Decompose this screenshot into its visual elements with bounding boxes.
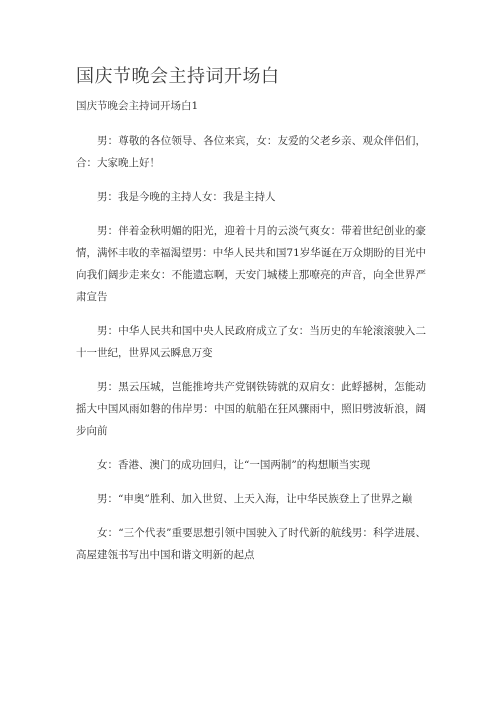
paragraph: 男：伴着金秋明媚的阳光，迎着十月的云淡气爽女：带着世纪创业的豪情，满怀丰收的幸福渴望男：中华人民共和国71岁华诞在万众期盼的目光中向我们阔步走来女：不能遗忘啊，天安门城楼上那嘹亮的声音，向全世界严肃宣告 [76,225,426,303]
document-body [76,130,426,578]
paragraph: 女：“三个代表”重要思想引领中国驶入了时代新的航线男：科学进展、高屋建瓴书写出中国和谐文明新的起点 [76,527,426,561]
paragraph: 男：尊敬的各位领导、各位来宾，女：友爱的父老乡亲、观众伴侣们，合：大家晚上好！ [76,135,426,169]
paragraph: 男：中华人民共和国中央人民政府成立了女：当历史的车轮滚滚驶入二十一世纪，世界风云瞬息万变 [76,325,426,359]
paragraph: 男：黑云压城，岂能推垮共产党钢铁铸就的双肩女：此蜉撼树，怎能动摇大中国风雨如磐的伟岸男：中国的航船在狂风骤雨中，照旧劈波斩浪，阔步向前 [76,381,426,437]
document-title: 国庆节晚会主持词开场白 [76,66,280,87]
paragraph: 男：“申奥”胜利、加入世贸、上天入海，让中华民族登上了世界之巅 [97,493,413,505]
paragraph: 女：香港、澳门的成功回归，让“一国两制”的构想顺当实现 [97,459,371,471]
document-subtitle: 国庆节晚会主持词开场白1 [76,100,199,112]
paragraph: 男：我是今晚的主持人女：我是主持人 [97,191,276,203]
